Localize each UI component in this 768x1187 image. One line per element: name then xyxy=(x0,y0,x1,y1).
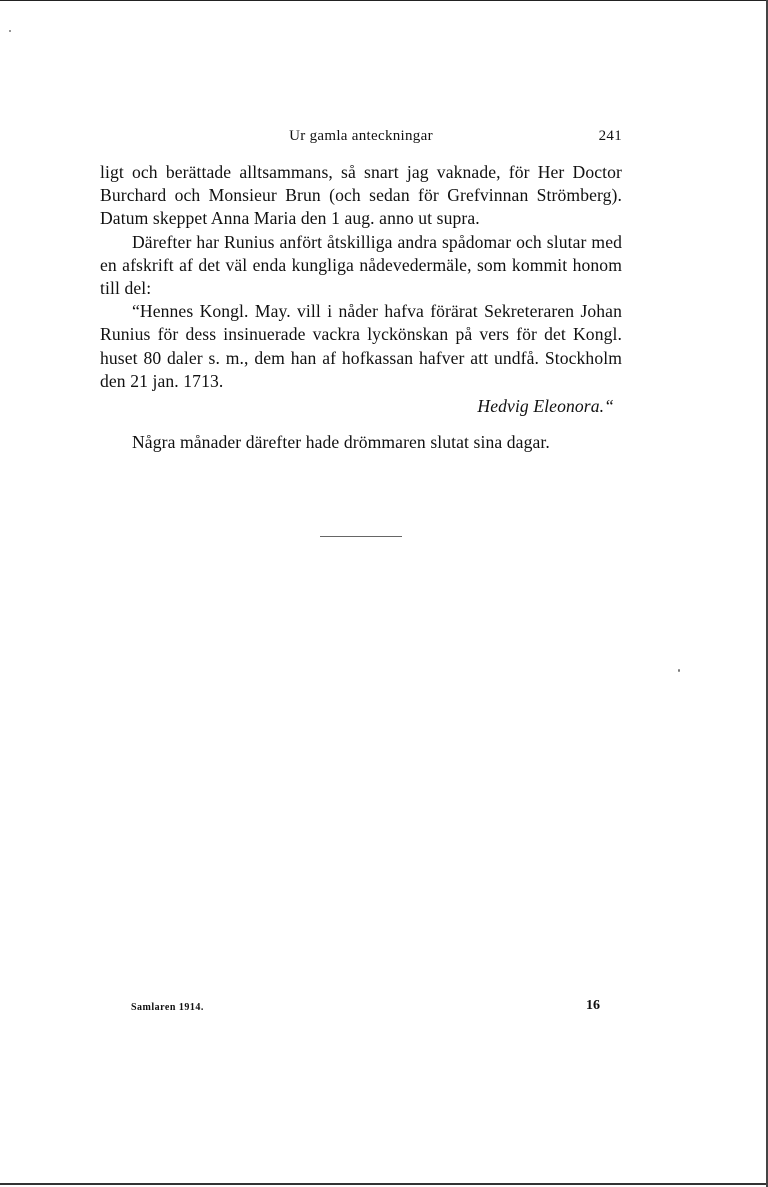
scan-speck xyxy=(9,30,11,32)
running-title: Ur gamla anteckningar xyxy=(289,128,433,144)
scan-speck xyxy=(678,669,680,672)
footer-sheet-number: 16 xyxy=(586,998,600,1013)
closing-paragraph: Några månader därefter hade drömmaren slutat sina dagar. xyxy=(132,432,550,453)
quoted-letter: “Hennes Kongl. May. vill i nåder hafva förärat Sekreteraren Johan Runius för dess insinuerade vackra lyckönskan på vers för det Kongl. huset 80 daler s. m., dem han af hofkassan hafver att undfå. Stockholm den 21 jan. 1713. xyxy=(100,301,622,391)
scan-edge-bottom xyxy=(0,1183,768,1185)
paragraph: Därefter har Runius anfört åtskilliga andra spådomar och slutar med en afskrift af det väl enda kungliga nådevedermäle, som kommit honom till del: xyxy=(100,231,622,299)
scan-edge-top xyxy=(0,0,768,1)
page-number: 241 xyxy=(598,128,622,144)
footer-signature-mark: Samlaren 1914. xyxy=(131,1002,204,1013)
body-text xyxy=(100,161,622,454)
paragraph: ligt och berättade alltsammans, så snart jag vaknade, för Her Doctor Burchard och Monsieur Brun (och sedan för Grefvinnan Strömberg). Datum skeppet Anna Maria den 1 aug. anno ut supra. xyxy=(100,162,622,229)
signature: Hedvig Eleonora.“ xyxy=(477,396,614,417)
section-end-rule xyxy=(320,536,402,537)
running-head xyxy=(100,128,622,148)
